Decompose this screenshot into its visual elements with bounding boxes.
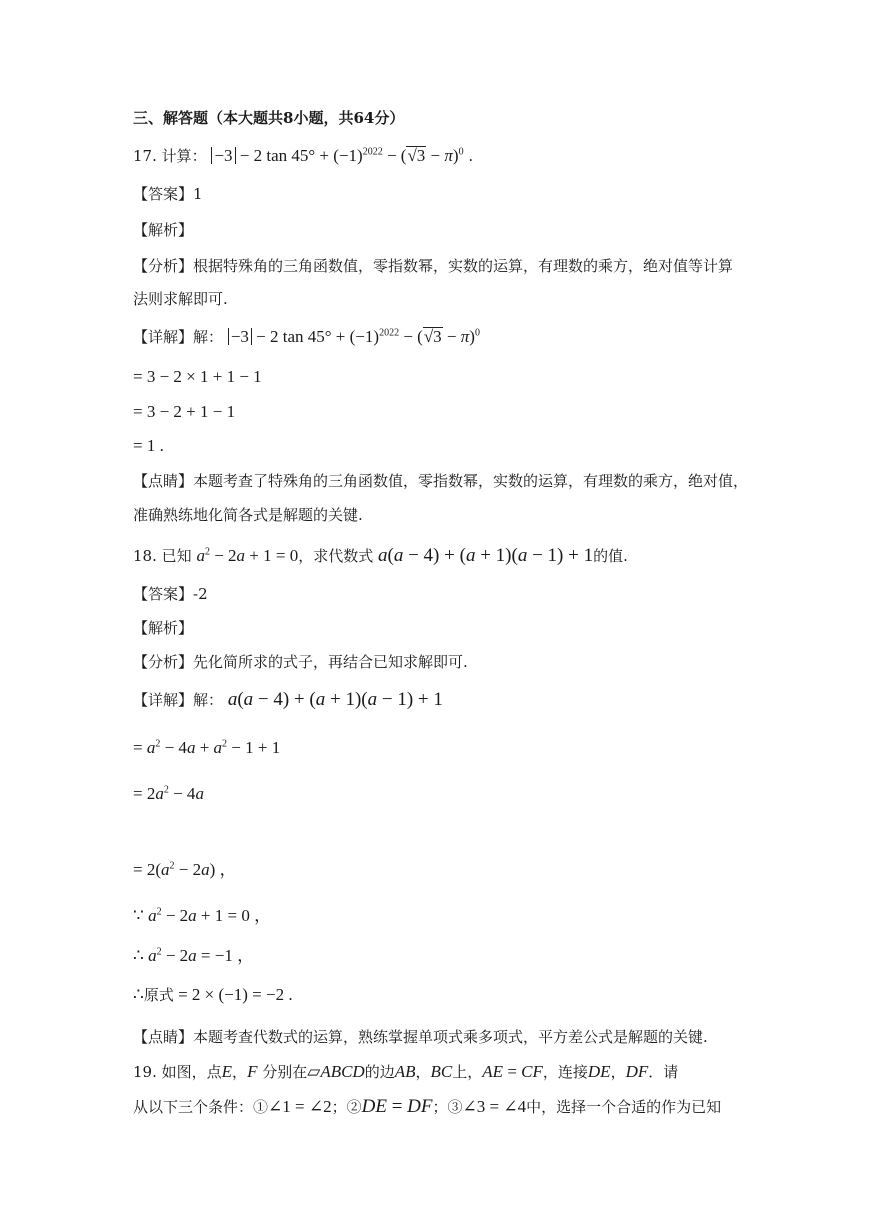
q19-cond-2: DE = DF (361, 1096, 433, 1117)
q19-text-k: ；② (331, 1098, 362, 1116)
q17-expression: −3 − 2 $\tan 45^\circ + (-1)^{2022} - (√3 - \pi)^0$ (211, 146, 463, 165)
q19-side-ab: AB (394, 1062, 416, 1081)
q17-fenxi-text: 根据特殊角的三角函数值，零指数幂，实数的运算，有理数的乘方，绝对值等计算 (193, 257, 734, 275)
q19-text-d: 的边 (364, 1063, 395, 1081)
q18-step-3: = $2(a^2 - 2a)$ ， (133, 860, 237, 879)
section-heading: 三、解答题（本大题共8小题，共64分） (133, 109, 405, 127)
q18-answer (133, 584, 208, 604)
q19-text-i: ．请 (648, 1063, 679, 1081)
q18-step-1: = $a^2 - 4a + a^2 - 1 + 1$ (133, 738, 281, 757)
q18-fenxi-label: 【分析】 (133, 653, 194, 671)
q18-detail (133, 690, 443, 710)
q17-answer-value: 1 (193, 185, 203, 203)
q17-answer (133, 184, 203, 204)
q19-text-c: 分别在 (262, 1063, 308, 1081)
q19-text-m: 中，选择一个合适的作为已知 (526, 1098, 722, 1116)
q18-detail-expression: a(a − 4) + (a + 1)(a − 1) + 1 (227, 689, 443, 710)
q17-analysis-label: 【解析】 (133, 221, 194, 239)
q18-expression: a(a − 4) + (a + 1)(a − 1) + 1 (378, 545, 594, 566)
q17-step-3: = 1 . (133, 436, 164, 455)
q18-prompt-a: 已知 (161, 547, 192, 565)
q19-text-j: 从以下三个条件：① (133, 1098, 269, 1116)
q19-text-g: ，连接 (542, 1063, 588, 1081)
q18-answer-label: 【答案】 (133, 585, 194, 603)
q19-text-l: ；③ (432, 1098, 463, 1116)
q18-yuanshi: 原式 (143, 986, 174, 1004)
q17-comment-label: 【点睛】 (133, 472, 194, 490)
q19-point-e: E (221, 1062, 233, 1081)
q18-number: 18. (133, 547, 157, 565)
q18-comment-text: 本题考查代数式的运算，熟练掌握单项式乘多项式，平方差公式是解题的关键. (193, 1028, 708, 1046)
q19-line-2 (133, 1097, 721, 1117)
q17-comment-1 (133, 471, 748, 491)
q18-analysis-label: 【解析】 (133, 619, 194, 637)
q17-prompt: 计算： (161, 147, 207, 165)
q17-number: 17. (133, 147, 157, 165)
q18-step-2: = $2a^2 - 4a$ (133, 784, 204, 803)
q17-detail (133, 327, 480, 347)
q18-answer-value: -2 (193, 585, 208, 603)
q18-because: ∵ $a^2 - 2a + 1 = 0$ ， (133, 906, 272, 925)
q19-text-f: 上， (452, 1063, 483, 1081)
q19-cond-1: ∠1 = ∠2 (268, 1097, 332, 1116)
q19-de: DE (587, 1062, 611, 1081)
q18-given: $a^2 - 2a + 1 = 0$ (196, 546, 299, 565)
q19-ae-cf: AE = CF (482, 1062, 543, 1081)
q19-number: 19. (133, 1063, 157, 1081)
q19-cond-3: ∠3 = ∠4 (462, 1097, 527, 1116)
q17-comment-2: 准确熟练地化简各式是解题的关键. (133, 506, 363, 524)
q17-statement (133, 146, 473, 166)
q17-step-2: = 3 − 2 + 1 − 1 (133, 402, 236, 421)
q17-step-1: = 3 − 2 × 1 + 1 − 1 (133, 367, 262, 386)
q19-side-bc: BC (430, 1062, 453, 1081)
q17-detail-intro: 解： (193, 328, 224, 346)
q18-prompt-c: 的值. (593, 547, 628, 565)
q19-text-e: ， (415, 1063, 431, 1081)
q17-detail-expression: −3 − 2 $\tan 45^\circ + (-1)^{2022} - (√3 - \pi)^0$ (228, 327, 480, 346)
q18-therefore-1: ∴ $a^2 - 2a = -1$ ， (133, 946, 255, 965)
q17-answer-label: 【答案】 (133, 185, 194, 203)
q17-fenxi-1 (133, 256, 733, 276)
q18-comment (133, 1027, 708, 1047)
q18-fenxi (133, 652, 468, 672)
q19-text-h: ， (610, 1063, 626, 1081)
q19-text-b: ， (232, 1063, 248, 1081)
q19-df: DF (625, 1062, 649, 1081)
q18-therefore-2: ∴原式 = 2 × (−1) = −2 . (133, 985, 293, 1004)
q19-text-a: 如图，点 (161, 1063, 222, 1081)
q19-parallelogram: ▱ABCD (307, 1062, 365, 1081)
q17-detail-label: 【详解】 (133, 328, 194, 346)
q17-fenxi-label: 【分析】 (133, 257, 194, 275)
q17-fenxi-2: 法则求解即可. (133, 290, 228, 308)
q18-statement (133, 546, 628, 566)
q18-fenxi-text: 先化简所求的式子，再结合已知求解即可. (193, 653, 468, 671)
q17-period: . (468, 147, 474, 165)
q19-point-f: F (247, 1062, 258, 1081)
q18-detail-label: 【详解】 (133, 691, 194, 709)
q17-comment-text: 本题考查了特殊角的三角函数值，零指数幂，实数的运算，有理数的乘方，绝对值， (193, 472, 749, 490)
q18-detail-intro: 解： (193, 691, 224, 709)
q18-prompt-b: ，求代数式 (298, 547, 374, 565)
q18-comment-label: 【点睛】 (133, 1028, 194, 1046)
q19-line-1 (133, 1062, 678, 1082)
